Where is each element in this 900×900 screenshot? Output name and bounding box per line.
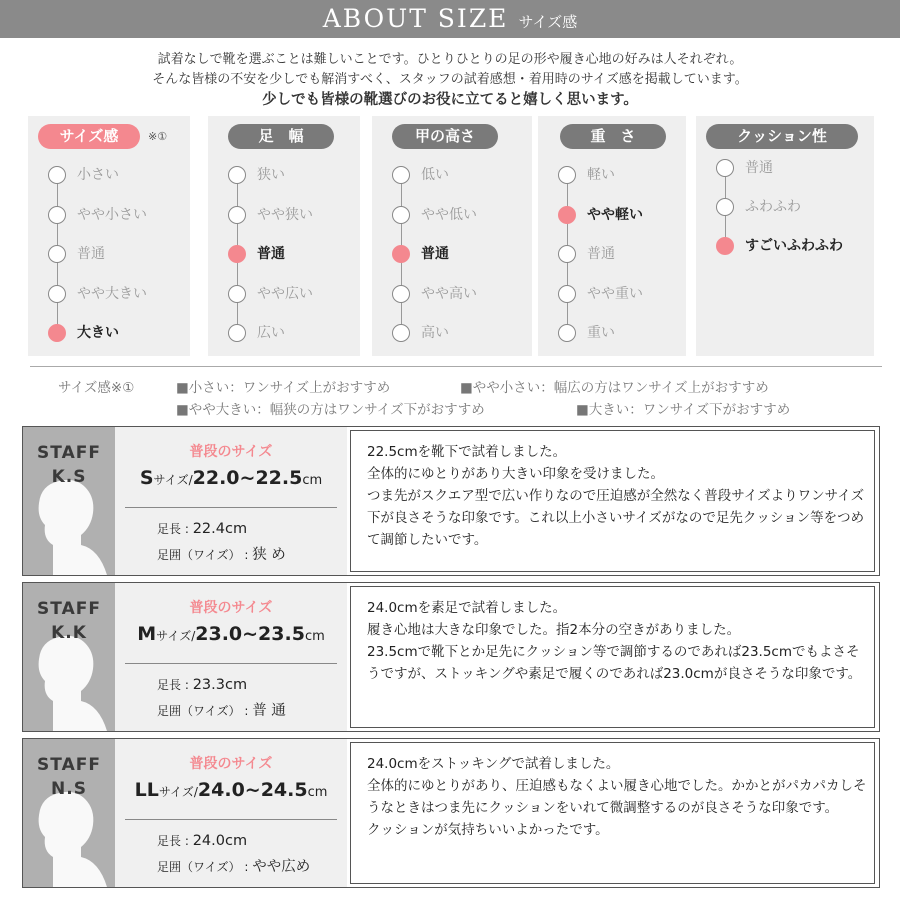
panel-title: 甲の高さ (392, 124, 498, 149)
foot-length-label: 足長 (157, 522, 182, 536)
option-marker (558, 166, 576, 184)
option-label: 広い (257, 325, 285, 341)
foot-width-value: 普 通 (252, 703, 286, 719)
foot-length-value: 24.0cm (192, 833, 248, 849)
option-label: ふわふわ (745, 199, 801, 215)
option-label: やや重い (587, 285, 643, 302)
foot-length: 足長 : 22.4cm (157, 521, 248, 537)
option-label: 高い (421, 325, 449, 341)
panel-1 (208, 116, 360, 356)
info-divider (125, 663, 337, 664)
size-unit: cm (302, 473, 323, 488)
option-marker (48, 285, 66, 303)
option-label: やや狭い (257, 206, 313, 223)
size-suffix: サイズ/ (158, 785, 198, 799)
option-marker (48, 245, 66, 263)
selected-marker (48, 324, 66, 342)
option-label: やや高い (421, 285, 477, 302)
foot-width-value: 狭 め (252, 547, 286, 563)
option-label: やや大きい (77, 285, 147, 302)
option-marker (228, 285, 246, 303)
usual-size (115, 623, 347, 645)
option-label: 普通 (745, 160, 773, 176)
option-marker (558, 324, 576, 342)
foot-length: 足長 : 24.0cm (157, 833, 248, 849)
size-unit: cm (304, 629, 325, 644)
staff-card (22, 582, 880, 732)
option-marker (228, 206, 246, 224)
option-label: やや小さい (77, 206, 147, 223)
option-marker (392, 324, 410, 342)
legend-item: ■やや小さい：幅広の方はワンサイズ上がおすすめ (460, 380, 769, 396)
foot-width-label: 足囲（ワイズ） (157, 704, 241, 718)
option-marker (716, 198, 734, 216)
option-label: やや軽い (587, 206, 643, 223)
usual-size-label: 普段のサイズ (189, 600, 273, 616)
size-suffix: サイズ/ (153, 473, 193, 487)
option-label: 低い (421, 167, 449, 183)
foot-width-label: 足囲（ワイズ） (157, 860, 241, 874)
option-label: 普通 (421, 246, 449, 262)
staff-photo-area (23, 427, 115, 575)
usual-size (115, 467, 347, 489)
option-label: やや広い (257, 285, 313, 302)
legend-item: ■やや大きい：幅狭の方はワンサイズ下がおすすめ (176, 402, 485, 418)
usual-size (115, 779, 347, 801)
foot-length-value: 23.3cm (192, 677, 248, 693)
legend-item: ■小さい：ワンサイズ上がおすすめ (176, 380, 391, 396)
staff-initials: K.K (51, 623, 87, 643)
staff-photo-area (23, 583, 115, 731)
option-marker (392, 206, 410, 224)
size-range: 23.0~23.5 (195, 623, 305, 645)
size-code: S (139, 467, 154, 489)
option-label: やや低い (421, 206, 477, 223)
staff-photo-area (23, 739, 115, 887)
staff-initials: K.S (51, 467, 87, 487)
option-marker (48, 166, 66, 184)
comment-box (350, 430, 875, 572)
foot-width-value: やや広め (252, 859, 311, 875)
panel-title: 足 幅 (228, 124, 334, 149)
size-info (115, 427, 347, 575)
option-marker (228, 166, 246, 184)
foot-length-value: 22.4cm (192, 521, 248, 537)
option-label: 小さい (77, 167, 119, 183)
info-divider (125, 819, 337, 820)
option-label: 狭い (257, 167, 285, 183)
panel-title: サイズ感 (38, 124, 140, 149)
option-label: 普通 (257, 246, 285, 262)
staff-card (22, 426, 880, 576)
size-code: LL (134, 779, 159, 801)
staff-comment: 24.0cmをストッキングで試着しました。 全体的にゆとりがあり、圧迫感もなくよい履き心地でした。かかとがパカパカしそうなときはつま先にクッションをいれて微調整するのが良さそうな印象です。 クッションが気持ちいいよかったです。 (367, 756, 867, 838)
staff-initials: N.S (51, 779, 87, 799)
header-title (0, 0, 900, 38)
header-title-text: ABOUT SIZE (322, 4, 509, 33)
option-marker (392, 166, 410, 184)
size-info (115, 583, 347, 731)
panel-note: ※① (148, 130, 168, 143)
size-range: 24.0~24.5 (197, 779, 308, 801)
intro-line-2: そんな皆様の不安を少しでも解消すべく、スタッフの試着感想・着用時のサイズ感を掲載しています。 (152, 72, 748, 87)
panel-3 (538, 116, 686, 356)
option-marker (716, 159, 734, 177)
size-info (115, 739, 347, 887)
selected-marker (392, 245, 410, 263)
foot-width: 足囲（ワイズ） : 普 通 (157, 703, 286, 719)
foot-width: 足囲（ワイズ） : 狭 め (157, 547, 286, 563)
option-label: 軽い (587, 167, 615, 183)
selected-marker (558, 206, 576, 224)
info-divider (125, 507, 337, 508)
usual-size-label: 普段のサイズ (189, 444, 273, 460)
size-code: M (137, 623, 157, 645)
panel-4 (696, 116, 874, 356)
option-label: 重い (587, 325, 615, 341)
option-marker (48, 206, 66, 224)
option-label: すごいふわふわ (745, 238, 843, 254)
staff-comment: 24.0cmを素足で試着しました。 履き心地は大きな印象でした。指2本分の空きがありました。 23.5cmで靴下とか足先にクッション等で調節するのであれば23.5cmでもよさそうですが、ストッキングや素足で履くのであれば23.0cmが良さそうな印象です。 (367, 600, 862, 682)
size-unit: cm (307, 785, 328, 800)
foot-length-label: 足長 (157, 678, 182, 692)
option-marker (558, 245, 576, 263)
panel-0 (28, 116, 190, 356)
foot-length-label: 足長 (157, 834, 182, 848)
staff-line1: STAFF (37, 443, 101, 463)
panel-title: 重 さ (560, 124, 666, 149)
selected-marker (228, 245, 246, 263)
header-subtitle: サイズ感 (518, 13, 578, 31)
intro-line-3: 少しでも皆様の靴選びのお役に立てると嬉しく思います。 (262, 92, 638, 108)
intro-line-1: 試着なしで靴を選ぶことは難しいことです。ひとりひとりの足の形や履き心地の好みは人それぞれ。 (157, 52, 743, 67)
option-label: 大きい (77, 325, 119, 341)
selected-marker (716, 237, 734, 255)
foot-length: 足長 : 23.3cm (157, 677, 248, 693)
legend-item: ■大きい：ワンサイズ下がおすすめ (576, 402, 791, 418)
option-marker (392, 285, 410, 303)
legend-label: サイズ感※① (58, 380, 135, 396)
staff-comment: 22.5cmを靴下で試着しました。 全体的にゆとりがあり大きい印象を受けました。 つま先がスクエア型で広い作りなので圧迫感が全然なく普段サイズよりワンサイズ下が良さそうな印象です。これ以上小さいサイズがなので足先クッション等をつめて調節したいです。 (367, 444, 865, 548)
option-label: 普通 (587, 246, 615, 262)
size-range: 22.0~22.5 (192, 467, 303, 489)
staff-card (22, 738, 880, 888)
size-suffix: サイズ/ (156, 629, 196, 643)
comment-box (350, 586, 875, 728)
foot-width: 足囲（ワイズ） : やや広め (157, 859, 311, 875)
panel-2 (372, 116, 532, 356)
foot-width-label: 足囲（ワイズ） (157, 548, 241, 562)
staff-line1: STAFF (37, 599, 101, 619)
panel-title: クッション性 (706, 124, 858, 149)
option-marker (558, 285, 576, 303)
option-marker (228, 324, 246, 342)
staff-line1: STAFF (37, 755, 101, 775)
option-label: 普通 (77, 246, 105, 262)
usual-size-label: 普段のサイズ (189, 756, 273, 772)
section-divider (30, 366, 882, 367)
comment-box (350, 742, 875, 884)
